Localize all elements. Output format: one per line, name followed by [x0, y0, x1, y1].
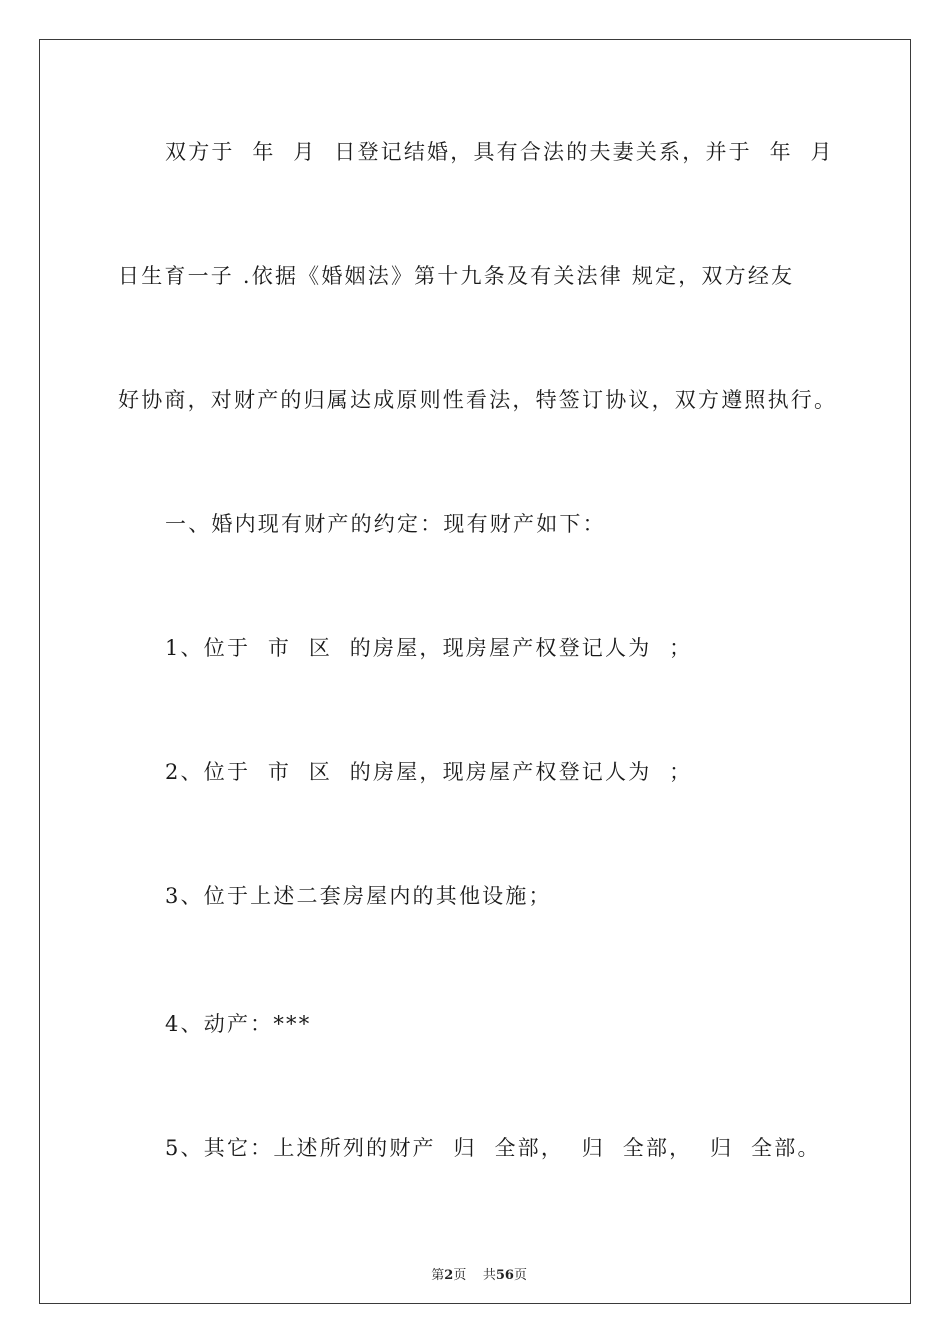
paragraph-line: 双方于 年 月 日登记结婚，具有合法的夫妻关系，并于 年 月 — [165, 140, 834, 164]
footer-page-number: 2 — [444, 1268, 454, 1283]
list-item: 3、位于上述二套房屋内的其他设施； — [165, 884, 552, 908]
section-heading: 一、婚内现有财产的约定：现有财产如下： — [165, 512, 606, 536]
footer-total-pages: 56 — [495, 1268, 514, 1283]
list-item: 1、位于 市 区 的房屋，现房屋产权登记人为 ； — [165, 636, 693, 660]
footer-total-prefix: 共 — [482, 1268, 496, 1283]
page-border — [39, 39, 911, 1304]
paragraph-line: 日生育一子 .依据《婚姻法》第十九条及有关法律 规定，双方经友 — [118, 264, 795, 288]
list-item: 4、动产：*** — [165, 1012, 312, 1036]
footer-total-suffix: 页 — [513, 1268, 527, 1283]
footer-page-suffix: 页 — [453, 1268, 467, 1283]
page-footer — [0, 1249, 950, 1285]
paragraph-line: 好协商，对财产的归属达成原则性看法，特签订协议，双方遵照执行。 — [118, 388, 838, 412]
footer-page-prefix: 第 — [431, 1268, 445, 1283]
list-item: 5、其它：上述所列的财产 归 全部， 归 全部， 归 全部。 — [165, 1136, 821, 1160]
list-item: 2、位于 市 区 的房屋，现房屋产权登记人为 ； — [165, 760, 693, 784]
